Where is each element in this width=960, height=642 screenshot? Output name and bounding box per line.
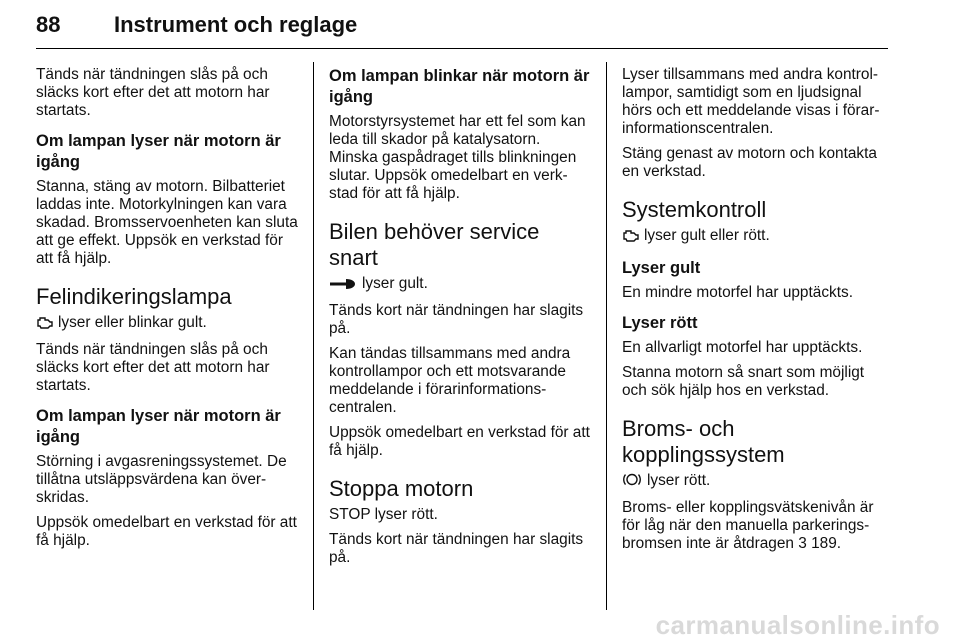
paragraph: Tänds kort när tändningen har slagits på. — [329, 531, 584, 566]
paragraph: Uppsök omedelbart en verkstad för att få hjälp. — [36, 514, 297, 549]
status-text: lyser rött. — [647, 472, 711, 489]
subheading: Lyser rött — [622, 314, 698, 332]
page-ref-arrow: 3 — [798, 535, 807, 552]
paragraph: Stanna motorn så snart som möjligt och sök hjälp hos en verkstad. — [622, 364, 865, 399]
page-title: Instrument och reglage — [114, 12, 358, 37]
subheading: Om lampan lyser när motorn är igång — [36, 132, 281, 171]
status-text: lyser gult eller rött. — [644, 227, 770, 244]
paragraph-text: Broms- eller kopplingsvätskenivån är för låg när den manuella parkeringsbromsen inte är åtdragen — [622, 499, 874, 552]
paragraph: Tänds när tändningen slås på och släcks kort efter det att motorn har startats. — [36, 66, 270, 119]
section-heading: Stoppa motorn — [329, 476, 474, 501]
paragraph: Tänds kort när tändningen har slagits på. — [329, 302, 584, 337]
paragraph: STOP lyser rött. — [329, 506, 438, 523]
status-line — [622, 227, 890, 247]
column-middle — [329, 66, 591, 574]
page-header — [36, 12, 888, 49]
column-left — [36, 66, 298, 557]
page-ref-link[interactable]: 189. — [811, 535, 842, 552]
paragraph: Tänds när tändningen slås på och släcks kort efter det att motorn har startats. — [36, 341, 270, 394]
watermark: carmanualsonline.info — [655, 610, 940, 640]
paragraph: Lyser tillsammans med andra kontrollampor, samtidigt som en ljudsignal hörs och ett meddelande visas i förarinformationscentralen. — [622, 66, 880, 137]
paragraph: En mindre motorfel har upptäckts. — [622, 284, 853, 301]
paragraph: Stanna, stäng av motorn. Bilbatteriet laddas inte. Motorkylningen kan vara skadad. Bromsservoenheten kan sluta att ge effekt. Uppsök en verkstad för att få hjälp. — [36, 178, 298, 267]
section-heading: Systemkontroll — [622, 197, 767, 222]
status-text: lyser gult. — [362, 275, 428, 292]
column-divider — [606, 62, 607, 610]
status-text: lyser eller blinkar gult. — [58, 314, 207, 331]
paragraph: Motorstyrsystemet har ett fel som kan leda till skador på katalysatorn. Minska gaspådraget tills blinkningen slutar. Uppsök omedelbart en verkstad för att få hjälp. — [329, 113, 586, 202]
paragraph: Uppsök omedelbart en verkstad för att få hjälp. — [329, 424, 590, 459]
paragraph: Störning i avgasreningssystemet. De tillåtna utsläppsvärdena kan överskridas. — [36, 453, 287, 506]
column-right — [622, 66, 890, 560]
status-line — [622, 472, 890, 492]
column-divider — [313, 62, 314, 610]
system-check-icon — [622, 229, 639, 247]
subheading: Lyser gult — [622, 259, 701, 277]
paragraph — [622, 499, 890, 553]
paragraph: Kan tändas tillsammans med andra kontrollampor och ett motsvarande meddelande i förarinformationscentralen. — [329, 345, 571, 416]
wrench-service-icon — [329, 277, 357, 295]
subheading: Om lampan lyser när motorn är igång — [36, 407, 281, 446]
page-number: 88 — [36, 12, 61, 37]
section-heading: Bilen behöver service snart — [329, 219, 540, 270]
subheading: Om lampan blinkar när motorn är igång — [329, 67, 590, 106]
paragraph: En allvarligt motorfel har upptäckts. — [622, 339, 863, 356]
engine-check-icon — [36, 316, 53, 334]
brake-warning-icon — [622, 472, 642, 492]
status-line — [36, 314, 298, 334]
section-heading: Felindikeringslampa — [36, 284, 232, 309]
status-line — [329, 275, 591, 295]
paragraph: Stäng genast av motorn och kontakta en verkstad. — [622, 145, 877, 180]
section-heading: Broms- och kopplingssystem — [622, 416, 785, 467]
